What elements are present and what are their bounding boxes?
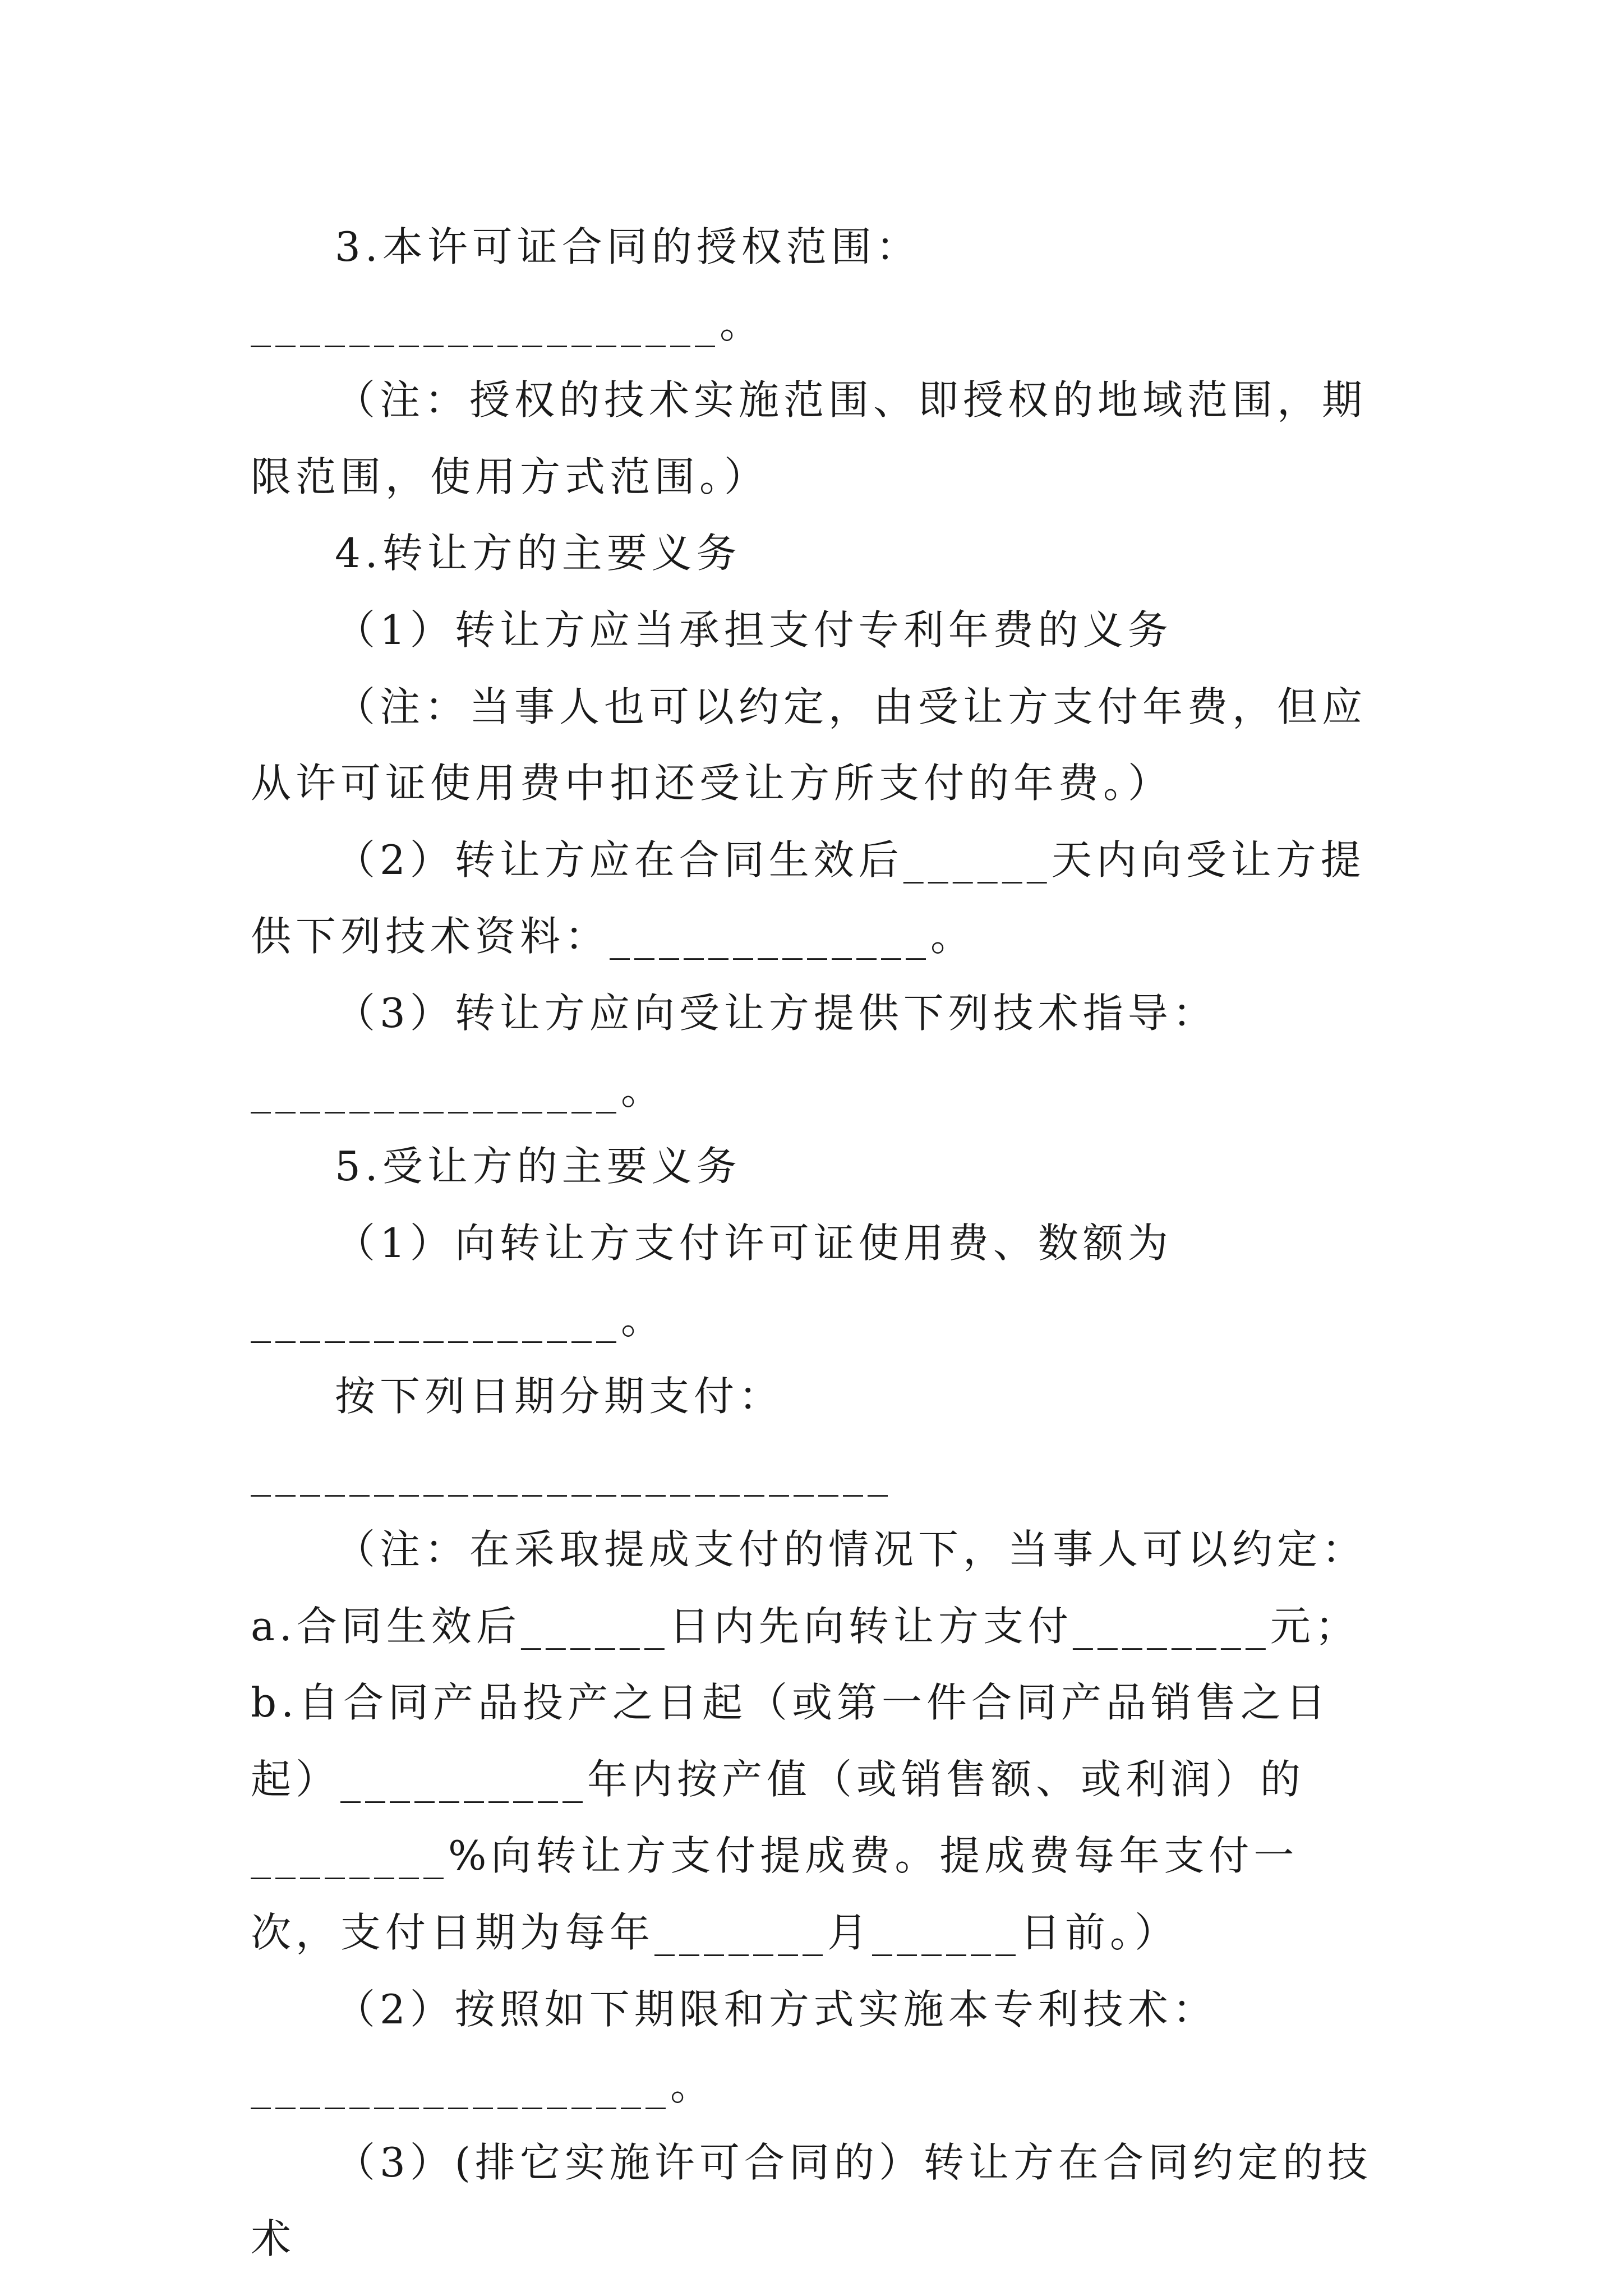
installment-payment: 按下列日期分期支付：__________________________	[251, 1372, 892, 1497]
clause-4-1: （1）转让方应当承担支付专利年费的义务	[335, 606, 1173, 654]
clause-5-3: （3）(排它实施许可合同的）转让方在合同约定的技术	[251, 2138, 1372, 2263]
clause-4-3: （3）转让方应向受让方提供下列技术指导：_______________。	[251, 989, 1218, 1114]
note-license-scope: （注：授权的技术实施范围、即授权的地域范围，期限范围，使用方式范围。）	[251, 376, 1367, 500]
clause-4-heading: 4.转让方的主要义务	[335, 530, 741, 577]
clause-5-heading: 5.受让方的主要义务	[335, 1143, 741, 1190]
note-annual-fee: （注：当事人也可以约定，由受让方支付年费，但应从许可证使用费中扣还受让方所支付的年费。）	[251, 683, 1367, 807]
document-body	[251, 209, 1372, 2277]
clause-5-2: （2）按照如下期限和方式实施本专利技术：_________________。	[251, 1985, 1218, 2110]
clause-5-1: （1）向转让方支付许可证使用费、数额为_______________。	[251, 1219, 1173, 1343]
note-royalty: （注：在采取提成支付的情况下，当事人可以约定：a.合同生效后______日内先向转让方支付________元；b.自合同产品投产之日起（或第一件合同产品销售之日起）__________年内按产值（或销售额、或利润）的________%向转让方支付提成费。提成费每年支付一次，支付日期为每年_______月______日前。）	[251, 1526, 1367, 1957]
clause-4-2: （2）转让方应在合同生效后______天内向受让方提供下列技术资料：_____________。	[251, 836, 1366, 960]
clause-3-license-scope: 3.本许可证合同的授权范围：___________________。	[251, 223, 921, 347]
